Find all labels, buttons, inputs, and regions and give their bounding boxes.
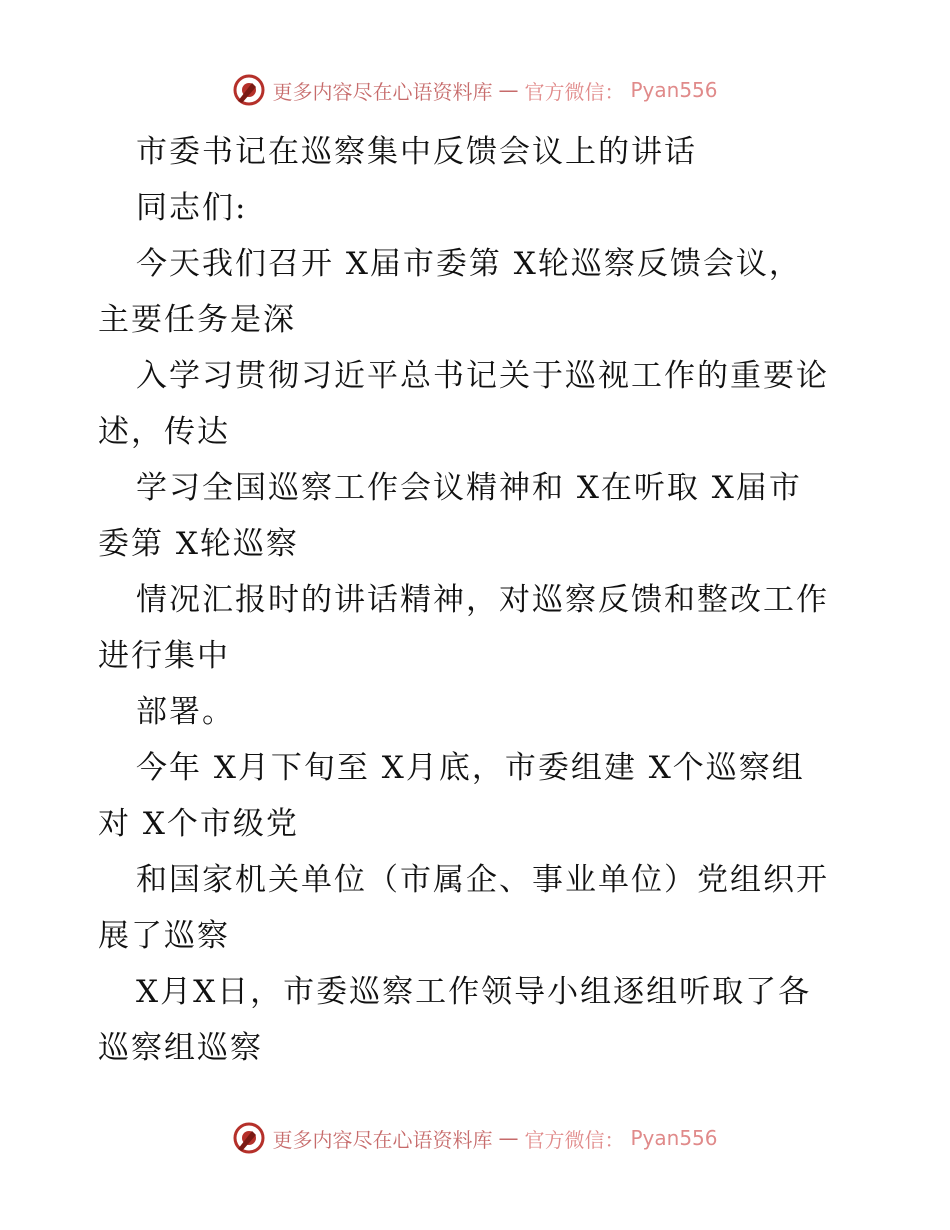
banner-separator: — xyxy=(498,78,519,102)
text-line: 进行集中 xyxy=(98,638,230,674)
header-banner xyxy=(0,70,950,110)
text-line: 今天我们召开 X届市委第 X轮巡察反馈会议， xyxy=(136,246,802,282)
text-line: 部署。 xyxy=(136,694,235,730)
pen-logo-icon xyxy=(232,1121,266,1155)
header-banner-inner xyxy=(232,73,717,107)
text-line: 入学习贯彻习近平总书记关于巡视工作的重要论 xyxy=(136,358,829,394)
pen-logo-icon xyxy=(232,73,266,107)
banner-wechat-id: Pyan556 xyxy=(630,78,718,102)
text-line: 述，传达 xyxy=(98,414,230,450)
footer-banner xyxy=(0,1118,950,1158)
text-line: 和国家机关单位（市属企、事业单位）党组织开 xyxy=(136,862,829,898)
text-line: 委第 X轮巡察 xyxy=(98,526,299,562)
banner-wechat-label: 官方微信： xyxy=(524,1127,625,1152)
banner-text: 更多内容尽在心语资料库 xyxy=(272,1127,493,1152)
text-line: 对 X个市级党 xyxy=(98,806,299,842)
text-line: 市委书记在巡察集中反馈会议上的讲话 xyxy=(136,134,697,170)
banner-text: 更多内容尽在心语资料库 xyxy=(272,79,493,104)
banner-wechat-id: Pyan556 xyxy=(630,1126,718,1150)
text-line: 情况汇报时的讲话精神，对巡察反馈和整改工作 xyxy=(136,582,829,618)
text-line: 展了巡察 xyxy=(98,918,230,954)
text-line: 巡察组巡察 xyxy=(98,1030,263,1066)
text-line: 今年 X月下旬至 X月底，市委组建 X个巡察组 xyxy=(136,750,805,786)
banner-wechat-label: 官方微信： xyxy=(524,79,625,104)
text-line: 学习全国巡察工作会议精神和 X在听取 X届市 xyxy=(136,470,802,506)
banner-separator: — xyxy=(498,1126,519,1150)
footer-banner-inner xyxy=(232,1121,717,1155)
document-body xyxy=(98,124,868,1076)
text-line: 主要任务是深 xyxy=(98,302,296,338)
text-line: X月X日，市委巡察工作领导小组逐组听取了各 xyxy=(136,974,812,1010)
text-line: 同志们: xyxy=(136,190,248,226)
